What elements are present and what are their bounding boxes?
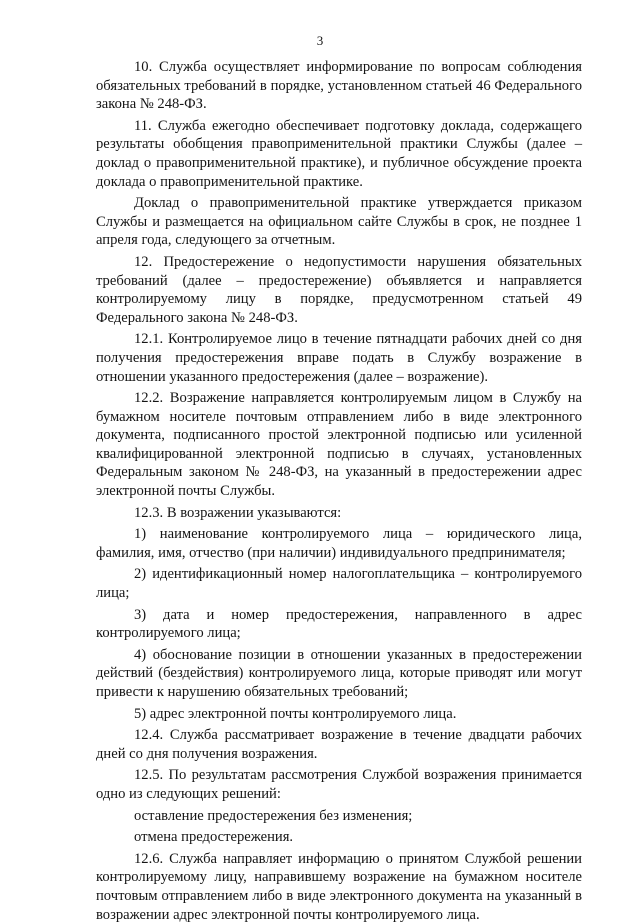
document-body — [96, 58, 582, 924]
paragraph-12-3: 12.3. В возражении указываются: — [134, 504, 342, 521]
decision-option-2: отмена предостережения. — [134, 829, 294, 846]
paragraph-11: 11. Служба ежегодно обеспечивает подготовку доклада, содержащего результаты обобщения правоприменительной практики Службы (далее – доклад о правоприменительной практике), и публичное обсуждение проекта доклада о правоприменительной практике. — [96, 117, 582, 190]
paragraph-12-4: 12.4. Служба рассматривает возражение в течение двадцати рабочих дней со дня получения возражения. — [96, 727, 582, 762]
paragraph-10: 10. Служба осуществляет информирование по вопросам соблюдения обязательных требований в порядке, установленном статьей 46 Федерального закона № 248-ФЗ. — [96, 59, 582, 113]
paragraph-12-2: 12.2. Возражение направляется контролируемым лицом в Службу на бумажном носителе почтовым отправлением либо в виде электронного документа, подписанного простой электронной подписью или усиленной квалифицированной электронной подписью в случаях, установленных Федеральным законом № 248-ФЗ, на указанный в предостережении адрес электронной почты Службы. — [96, 390, 582, 500]
paragraph-12-1: 12.1. Контролируемое лицо в течение пятнадцати рабочих дней со дня получения предостережения вправе подать в Службу возражение в отношении указанного предостережения (далее – возражение). — [96, 331, 582, 385]
list-item-1: 1) наименование контролируемого лица – юридического лица, фамилия, имя, отчество (при наличии) индивидуального предпринимателя; — [96, 526, 582, 561]
list-item-4: 4) обоснование позиции в отношении указанных в предостережении действий (бездействия) контролируемого лица, которые приводят или могут привести к нарушению обязательных требований; — [96, 646, 582, 700]
decision-option-1: оставление предостережения без изменения; — [134, 807, 413, 824]
page-number: 3 — [316, 33, 324, 48]
list-item-3: 3) дата и номер предостережения, направленного в адрес контролируемого лица; — [96, 606, 582, 642]
paragraph-12-6: 12.6. Служба направляет информацию о принятом Службой решении контролируемому лицу, направившему возражение на бумажном носителе почтовым отправлением либо в виде электронного документа на указанный в возражении адрес электронной почты контролируемого лица. — [96, 850, 582, 923]
list-item-2: 2) идентификационный номер налогоплательщика – контролируемого лица; — [96, 566, 582, 602]
list-item-5: 5) адрес электронной почты контролируемого лица. — [134, 705, 457, 722]
paragraph-11-report-approval: Доклад о правоприменительной практике утверждается приказом Службы и размещается на официальном сайте Службы в срок, не позднее 1 апреля года, следующего за отчетным. — [96, 195, 582, 249]
paragraph-12: 12. Предостережение о недопустимости нарушения обязательных требований (далее – предостережение) объявляется и направляется контролируемому лицу в порядке, предусмотренном статьей 49 Федерального закона № 248-ФЗ. — [96, 253, 582, 326]
paragraph-12-5: 12.5. По результатам рассмотрения Службой возражения принимается одно из следующих решений: — [96, 767, 582, 802]
